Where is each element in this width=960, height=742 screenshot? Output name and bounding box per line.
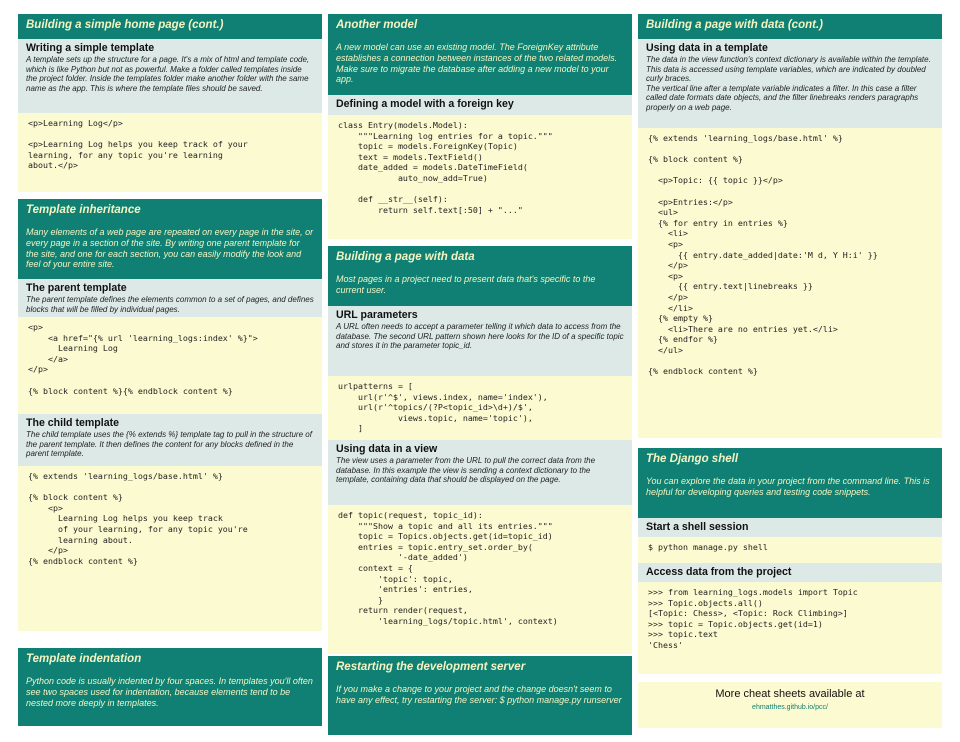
subsection-heading: URL parameters xyxy=(336,309,418,321)
section-intro: Most pages in a project need to present data that's specific to the current user. xyxy=(328,271,632,306)
section-page-with-data xyxy=(328,246,632,654)
subsection-foreign-key xyxy=(328,95,632,115)
section-page-with-data-cont xyxy=(638,14,942,438)
code-block: urlpatterns = [ url(r'^$', views.index, name='index'), url(r'^topics/(?P<topic_id>\d+)/$', views.topic, name='topic'), ] xyxy=(328,376,632,440)
subsection-access-data xyxy=(638,563,942,582)
section-title: Another model xyxy=(328,14,632,39)
subsection-description: The parent template defines the elements common to a set of pages, and defines blocks that will be filled by individual pages. xyxy=(26,295,314,314)
subsection-child-template xyxy=(18,414,322,466)
section-title: Template indentation xyxy=(18,648,322,673)
code-block: >>> from learning_logs.models import Topic >>> Topic.objects.all() [<Topic: Chess>, <Topic: Rock Climbing>] >>> topic = Topic.objects.get(id=1) >>> topic.text 'Chess' xyxy=(638,582,942,674)
section-title: The Django shell xyxy=(638,448,942,473)
section-title: Restarting the development server xyxy=(328,656,632,681)
subsection-description: A URL often needs to accept a parameter telling it which data to access from the database. The second URL pattern shown here looks for the ID of a specific topic and stores it in the parameter topic_id. xyxy=(336,322,624,351)
subsection-parent-template xyxy=(18,279,322,317)
section-another-model xyxy=(328,14,632,239)
code-block: <p> <a href="{% url 'learning_logs:index' %}"> Learning Log </a> </p> {% block content %}{% endblock content %} xyxy=(18,317,322,414)
subsection-heading: Defining a model with a foreign key xyxy=(336,98,514,110)
subsection-heading: Access data from the project xyxy=(646,566,792,578)
footer-more-cheat-sheets xyxy=(638,682,942,728)
subsection-data-in-template xyxy=(638,39,942,128)
section-template-indentation xyxy=(18,648,322,726)
section-template-inheritance xyxy=(18,199,322,631)
subsection-start-shell xyxy=(638,518,942,537)
subsection-description: The view uses a parameter from the URL to pull the correct data from the database. In this example the view is sending a context dictionary to the template, containing data that should be displayed on the page. xyxy=(336,456,596,485)
section-title: Template inheritance xyxy=(18,199,322,224)
section-intro: If you make a change to your project and the change doesn't seem to have any effect, try restarting the server: $ python manage.py runserver xyxy=(328,681,632,735)
subsection-data-in-view xyxy=(328,440,632,505)
section-intro: Python code is usually indented by four spaces. In templates you'll often see two spaces used for indentation, because elements tend to be nested more deeply in templates. xyxy=(18,673,322,726)
section-title: Building a page with data (cont.) xyxy=(638,14,942,39)
code-block: {% extends 'learning_logs/base.html' %} {% block content %} <p> Learning Log helps you keep track of your learning, for any topic you're learning about. </p> {% endblock content %} xyxy=(18,466,322,631)
subsection-description: The child template uses the {% extends %} template tag to pull in the structure of the parent template. It then defines the content for any blocks defined in the parent template. xyxy=(26,430,312,459)
subsection-heading: The parent template xyxy=(26,282,127,294)
section-django-shell xyxy=(638,448,942,674)
subsection-url-parameters xyxy=(328,306,632,376)
code-block: $ python manage.py shell xyxy=(638,537,942,563)
code-block: def topic(request, topic_id): """Show a topic and all its entries.""" topic = Topics.objects.get(id=topic_id) entries = topic.entry_set.order_by( '-date_added') context = { 'topic': topic, 'entries': entries, } return render(request, 'learning_logs/topic.html', context) xyxy=(328,505,632,654)
subsection-heading: Writing a simple template xyxy=(26,42,155,54)
subsection-heading: The child template xyxy=(26,417,120,429)
section-restarting-server xyxy=(328,656,632,735)
footer-link[interactable]: ehmatthes.github.io/pcc/ xyxy=(752,704,828,711)
section-intro: A new model can use an existing model. The ForeignKey attribute establishes a connection between instances of the two related models. Make sure to migrate the database after adding a new model to your app. xyxy=(328,39,632,95)
section-intro: Many elements of a web page are repeated on every page in the site, or every page in a section of the site. By writing one parent template for the site, and one for each section, you can easily modify the look and feel of your entire site. xyxy=(18,224,322,279)
subsection-description: The data in the view function's context dictionary is available within the template. This data is accessed using template variables, which are indicated by doubled curly braces. The vertical line after a template variable indicates a filter. In this case a filter called date formats date objects, and the filter linebreaks renders paragraphs properly on a web page. xyxy=(646,55,931,112)
subsection-heading: Using data in a view xyxy=(336,443,438,455)
subsection-description: A template sets up the structure for a page. It's a mix of html and template code, which is like Python but not as powerful. Make a folder called templates inside the project folder. Inside the templates folder make another folder with the same name as the app. This is where the template files should be saved. xyxy=(26,55,310,93)
code-block: {% extends 'learning_logs/base.html' %} {% block content %} <p>Topic: {{ topic }}</p> <p>Entries:</p> <ul> {% for entry in entries %} <li> <p> {{ entry.date_added|date:'M d, Y H:i' }} </p> <p> {{ entry.text|linebreaks }} </p> </li> {% empty %} <li>There are no entries yet.</li> {% endfor %} </ul> {% endblock content %} xyxy=(638,128,942,438)
footer-text: More cheat sheets available at xyxy=(715,688,865,700)
section-intro: You can explore the data in your project from the command line. This is helpful for developing queries and testing code snippets. xyxy=(638,473,942,518)
code-block: class Entry(models.Model): """Learning log entries for a topic.""" topic = models.ForeignKey(Topic) text = models.TextField() date_added = models.DateTimeField( auto_now_add=True) def __str__(self): return self.text[:50] + "..." xyxy=(328,115,632,239)
code-block: <p>Learning Log</p> <p>Learning Log helps you keep track of your learning, for any topic you're learning about.</p> xyxy=(18,113,322,192)
section-title: Building a simple home page (cont.) xyxy=(18,14,322,39)
subsection-simple-template xyxy=(18,39,322,113)
section-home-page-cont xyxy=(18,14,322,192)
subsection-heading: Start a shell session xyxy=(646,521,749,533)
subsection-heading: Using data in a template xyxy=(646,42,768,54)
section-title: Building a page with data xyxy=(328,246,632,271)
